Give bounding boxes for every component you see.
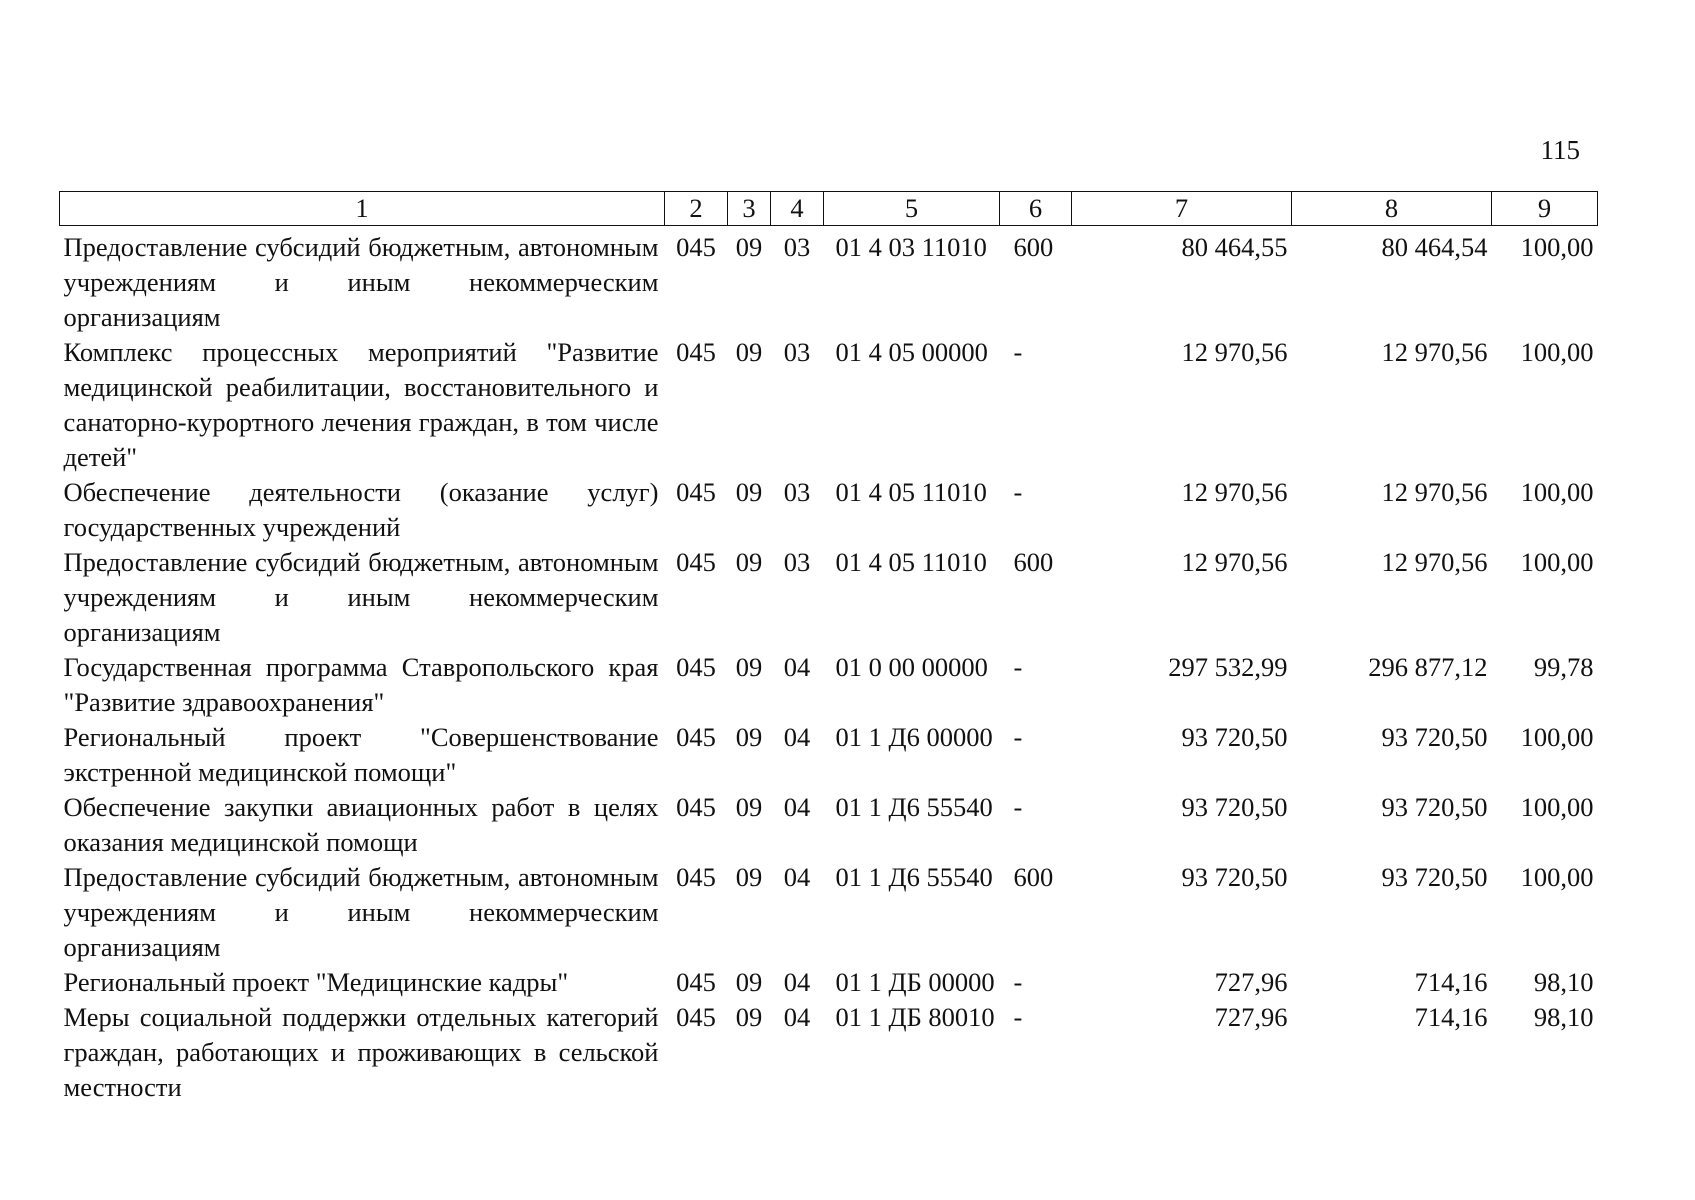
row-executed-amount: 12 970,56 [1381, 477, 1488, 507]
row-approved-amount: 12 970,56 [1181, 547, 1288, 577]
row-expense-type: - [1013, 792, 1023, 822]
row-approved-amount: 93 720,50 [1181, 792, 1288, 822]
row-target-article: 01 0 00 00000 [835, 652, 988, 682]
row-executed-amount: 296 877,12 [1368, 652, 1488, 682]
table-row [60, 545, 1598, 650]
table-row [60, 720, 1598, 790]
row-expense-type: 600 [1013, 547, 1054, 577]
row-approved-amount: 727,96 [1214, 967, 1288, 997]
row-approved-amount: 12 970,56 [1181, 477, 1288, 507]
header-col-9: 9 [1492, 192, 1598, 226]
table-row [60, 226, 1598, 336]
row-section-code: 09 [735, 1002, 763, 1032]
table-row [60, 1000, 1598, 1105]
row-percent: 100,00 [1520, 792, 1594, 822]
row-target-article: 01 4 05 11010 [835, 477, 987, 507]
row-target-article: 01 1 Д6 00000 [835, 722, 993, 752]
row-name: Региональный проект "Медицинские кадры" [63, 967, 569, 997]
header-col-7: 7 [1072, 192, 1292, 226]
row-executed-amount: 93 720,50 [1381, 722, 1488, 752]
row-ministry-code: 045 [676, 477, 716, 507]
row-section-code: 09 [735, 862, 763, 892]
row-subsection-code: 03 [783, 337, 811, 367]
row-approved-amount: 727,96 [1214, 1002, 1288, 1032]
row-approved-amount: 297 532,99 [1168, 652, 1288, 682]
row-percent: 100,00 [1520, 337, 1594, 367]
row-executed-amount: 714,16 [1414, 1002, 1488, 1032]
row-percent: 98,10 [1533, 1002, 1594, 1032]
row-executed-amount: 12 970,56 [1381, 337, 1488, 367]
row-executed-amount: 80 464,54 [1381, 232, 1488, 262]
row-expense-type: - [1013, 477, 1023, 507]
row-section-code: 09 [735, 792, 763, 822]
row-subsection-code: 04 [783, 792, 811, 822]
row-approved-amount: 12 970,56 [1181, 337, 1288, 367]
row-ministry-code: 045 [676, 232, 716, 262]
row-section-code: 09 [735, 967, 763, 997]
row-target-article: 01 1 Д6 55540 [835, 792, 993, 822]
row-subsection-code: 03 [783, 477, 811, 507]
row-target-article: 01 4 03 11010 [835, 232, 987, 262]
table-row [60, 860, 1598, 965]
row-percent: 99,78 [1533, 652, 1594, 682]
row-ministry-code: 045 [676, 862, 716, 892]
page-number: 115 [1540, 135, 1580, 165]
table-row [60, 790, 1598, 860]
row-subsection-code: 04 [783, 1002, 811, 1032]
row-section-code: 09 [735, 722, 763, 752]
table-header [60, 192, 1598, 226]
table-body [60, 226, 1598, 1106]
table-row [60, 335, 1598, 475]
row-name: Предоставление субсидий бюджетным, автономным учреждениям и иным некоммерческим организациям [63, 547, 659, 647]
row-name: Государственная программа Ставропольского края "Развитие здравоохранения" [63, 652, 659, 717]
row-ministry-code: 045 [676, 722, 716, 752]
row-percent: 100,00 [1520, 862, 1594, 892]
row-subsection-code: 04 [783, 722, 811, 752]
row-subsection-code: 03 [783, 547, 811, 577]
header-col-5: 5 [824, 192, 1000, 226]
header-row [60, 192, 1598, 226]
header-col-4: 4 [771, 192, 824, 226]
row-subsection-code: 04 [783, 862, 811, 892]
row-percent: 98,10 [1533, 967, 1594, 997]
row-executed-amount: 93 720,50 [1381, 862, 1488, 892]
row-name: Региональный проект "Совершенствование экстренной медицинской помощи" [63, 722, 659, 787]
row-section-code: 09 [735, 232, 763, 262]
row-expense-type: - [1013, 1002, 1023, 1032]
row-percent: 100,00 [1520, 477, 1594, 507]
row-executed-amount: 12 970,56 [1381, 547, 1488, 577]
row-expense-type: - [1013, 337, 1023, 367]
budget-table [59, 191, 1598, 1105]
row-expense-type: 600 [1013, 232, 1054, 262]
table-row [60, 650, 1598, 720]
row-subsection-code: 04 [783, 967, 811, 997]
row-approved-amount: 93 720,50 [1181, 722, 1288, 752]
row-expense-type: - [1013, 652, 1023, 682]
table-row [60, 475, 1598, 545]
header-col-8: 8 [1292, 192, 1492, 226]
row-subsection-code: 04 [783, 652, 811, 682]
row-subsection-code: 03 [783, 232, 811, 262]
row-ministry-code: 045 [676, 792, 716, 822]
row-percent: 100,00 [1520, 232, 1594, 262]
row-target-article: 01 1 ДБ 80010 [835, 1002, 995, 1032]
row-ministry-code: 045 [676, 1002, 716, 1032]
row-percent: 100,00 [1520, 547, 1594, 577]
row-section-code: 09 [735, 477, 763, 507]
row-name: Предоставление субсидий бюджетным, автономным учреждениям и иным некоммерческим организациям [63, 862, 659, 962]
row-name: Предоставление субсидий бюджетным, автономным учреждениям и иным некоммерческим организациям [63, 232, 659, 332]
row-ministry-code: 045 [676, 967, 716, 997]
row-approved-amount: 93 720,50 [1181, 862, 1288, 892]
row-section-code: 09 [735, 337, 763, 367]
row-section-code: 09 [735, 652, 763, 682]
row-target-article: 01 1 Д6 55540 [835, 862, 993, 892]
row-ministry-code: 045 [676, 652, 716, 682]
header-col-1: 1 [60, 192, 665, 226]
row-name: Комплекс процессных мероприятий "Развитие медицинской реабилитации, восстановительного и санаторно-курортного лечения граждан, в том числе детей" [63, 337, 659, 472]
row-target-article: 01 4 05 11010 [835, 547, 987, 577]
row-name: Меры социальной поддержки отдельных категорий граждан, работающих и проживающих в сельской местности [63, 1002, 659, 1102]
row-target-article: 01 1 ДБ 00000 [835, 967, 995, 997]
row-approved-amount: 80 464,55 [1181, 232, 1288, 262]
row-expense-type: - [1013, 722, 1023, 752]
table-row [60, 965, 1598, 1000]
row-expense-type: 600 [1013, 862, 1054, 892]
row-executed-amount: 714,16 [1414, 967, 1488, 997]
row-section-code: 09 [735, 547, 763, 577]
row-ministry-code: 045 [676, 547, 716, 577]
header-col-2: 2 [665, 192, 728, 226]
row-target-article: 01 4 05 00000 [835, 337, 988, 367]
header-col-3: 3 [728, 192, 771, 226]
row-name: Обеспечение деятельности (оказание услуг) государственных учреждений [63, 477, 659, 542]
row-ministry-code: 045 [676, 337, 716, 367]
row-executed-amount: 93 720,50 [1381, 792, 1488, 822]
header-col-6: 6 [1000, 192, 1072, 226]
row-name: Обеспечение закупки авиационных работ в целях оказания медицинской помощи [63, 792, 659, 857]
row-expense-type: - [1013, 967, 1023, 997]
row-percent: 100,00 [1520, 722, 1594, 752]
